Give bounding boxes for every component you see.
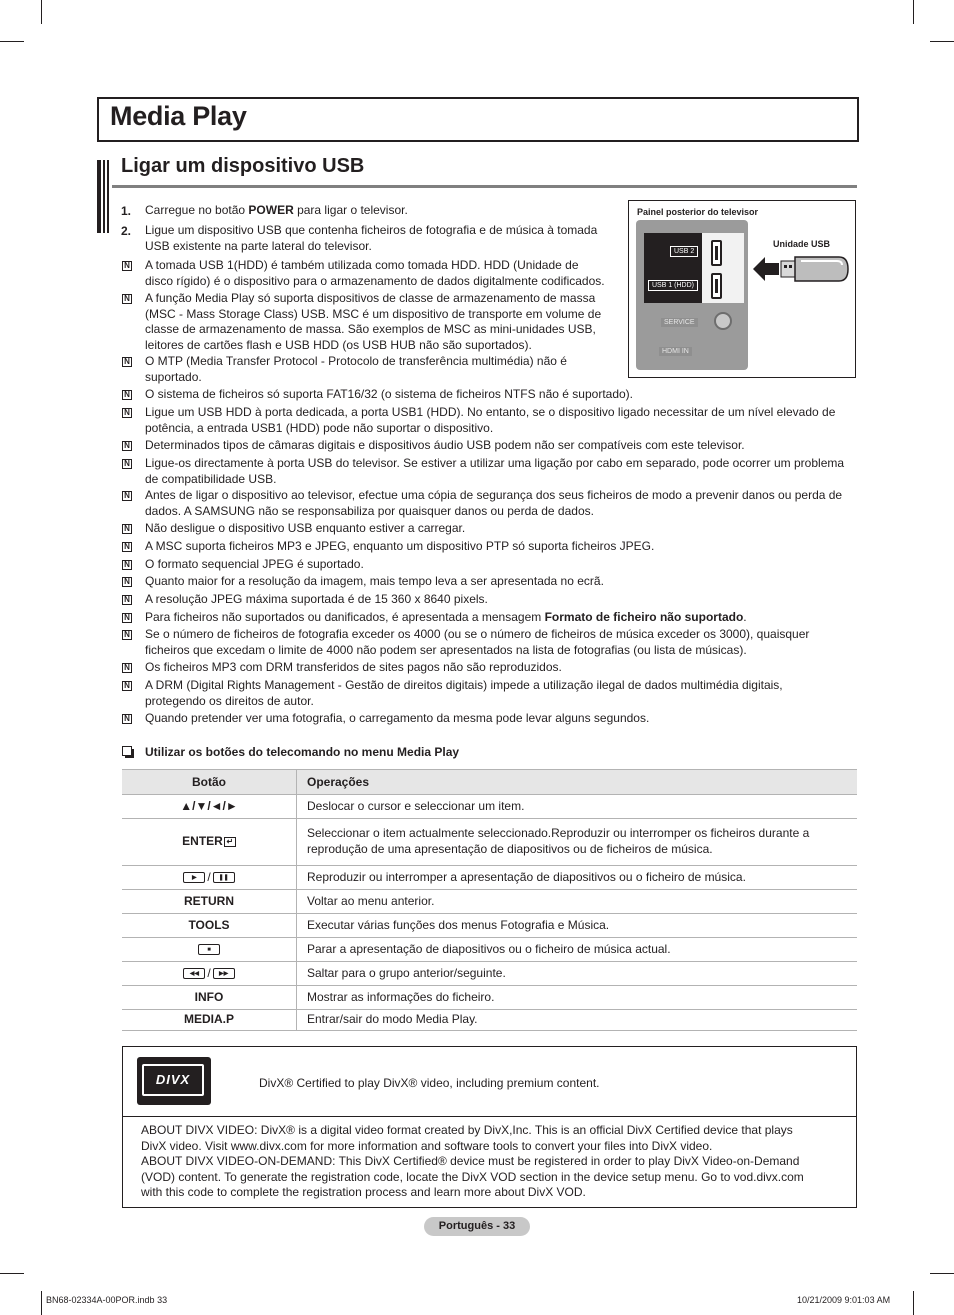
page-number-badge: Português - 33 (424, 1217, 530, 1236)
note-icon: N (122, 714, 132, 724)
operation-cell: Reproduzir ou interromper a apresentação de diapositivos ou o ficheiro de música. (297, 866, 858, 890)
panel-caption: Painel posterior do televisor (637, 207, 759, 217)
hdmi-label: HDMI IN (659, 347, 692, 356)
operation-cell: Voltar ao menu anterior. (297, 890, 858, 914)
note-icon: N (122, 542, 132, 552)
note-icon: N (122, 663, 132, 673)
operation-cell: Entrar/sair do modo Media Play. (297, 1010, 858, 1031)
note-text: A DRM (Digital Rights Management - Gestão de direitos digitais) impede a utilização ilegal de dados multimédia digitais, protegendo os direitos de autor. (145, 678, 783, 708)
crop-mark (913, 1291, 914, 1315)
divider (123, 1116, 856, 1117)
operation-cell: Deslocar o cursor e seleccionar um item. (297, 795, 858, 819)
note-icon: N (122, 524, 132, 534)
usb-drive-icon (751, 251, 851, 289)
button-cell: ◀◀ / ▶▶ (122, 962, 297, 986)
button-cell: ▶ / ❚❚ (122, 866, 297, 890)
tv-back-panel (636, 220, 748, 370)
note-text: Quanto maior for a resolução da imagem, mais tempo leva a ser apresentada no ecrã. (145, 574, 604, 588)
note-text: Quando pretender ver uma fotografia, o carregamento da mesma pode levar alguns segundos. (145, 711, 650, 725)
operation-cell: Seleccionar o item actualmente seleccionado.Reproduzir ou interromper os ficheiros durante a reprodução de uma apresentação de diapositivos ou de ficheiros de música. (297, 819, 858, 866)
note-text: O sistema de ficheiros só suporta FAT16/32 (o sistema de ficheiros NTFS não é suportado). (145, 387, 633, 401)
page-title-box (97, 97, 859, 142)
step-number: 2. (121, 224, 132, 238)
operation-cell: Mostrar as informações do ficheiro. (297, 986, 858, 1010)
checkbox-icon (122, 746, 132, 756)
note-icon: N (122, 613, 132, 623)
divx-logo: DIVX (137, 1057, 211, 1105)
divx-certified-text: DivX® Certified to play DivX® video, including premium content. (259, 1076, 600, 1090)
note-text: A MSC suporta ficheiros MP3 e JPEG, enquanto um dispositivo PTP só suporta ficheiros JPEG. (145, 539, 655, 553)
note-icon: N (122, 491, 132, 501)
enter-icon: ↵ (224, 837, 236, 847)
usb1-label: USB 1 (HDD) (648, 280, 698, 291)
operation-cell: Parar a apresentação de diapositivos ou o ficheiro de música actual. (297, 938, 858, 962)
button-cell: INFO (122, 986, 297, 1010)
table-row (122, 1010, 857, 1031)
note-text: Antes de ligar o dispositivo ao televisor, efectue uma cópia de segurança dos seus ficheiros de modo a prevenir danos ou perda de dados. A SAMSUNG não se responsabiliza por quaisquer danos ou perda de dados. (145, 488, 843, 518)
column-header-button: Botão (122, 770, 297, 795)
note-icon: N (122, 595, 132, 605)
operation-cell: Executar várias funções dos menus Fotografia e Música. (297, 914, 858, 938)
table-row (122, 986, 857, 1010)
usb1-port (711, 273, 722, 299)
note-text: Os ficheiros MP3 com DRM transferidos de sites pagos não são reproduzidos. (145, 660, 562, 674)
play-button-icon: ▶ (183, 872, 205, 883)
note-icon: N (122, 441, 132, 451)
crop-mark (0, 1273, 24, 1274)
crop-mark (930, 1273, 954, 1274)
divx-about-text: ABOUT DIVX VIDEO: DivX® is a digital video format created by DivX,Inc. This is an official DivX Certified device that plays DivX video. Visit www.divx.com for more information and software tools to convert your files into DivX video. ABOUT DIVX VIDEO-ON-DEMAND: This DivX Certified® device must be registered in order to play DivX Video-on-Demand (VOD) content. To generate the registration code, locate the DivX VOD section in the device setup menu. Go to vod.divx.com with this code to complete the registration process and learn more about DivX VOD. (141, 1123, 804, 1200)
stop-button-icon: ■ (198, 944, 220, 955)
operation-cell: Saltar para o grupo anterior/seguinte. (297, 962, 858, 986)
crop-mark (913, 0, 914, 24)
section-title: Ligar um dispositivo USB (121, 155, 365, 177)
note-icon: N (122, 681, 132, 691)
tv-back-panel-figure (628, 200, 856, 378)
footer-file-info: BN68-02334A-00POR.indb 33 (46, 1295, 168, 1305)
note-icon: N (122, 390, 132, 400)
fast-forward-button-icon: ▶▶ (213, 968, 235, 979)
pause-button-icon: ❚❚ (213, 872, 235, 883)
table-row (122, 962, 857, 986)
note-icon: N (122, 357, 132, 367)
note-text: A tomada USB 1(HDD) é também utilizada como tomada HDD. HDD (Unidade de disco rígido) é o dispositivo para o armazenamento de dados digitalmente codificados. (145, 258, 605, 288)
page-title: Media Play (110, 101, 247, 131)
table-header-row (122, 770, 857, 795)
crop-mark (930, 41, 954, 42)
column-header-operations: Operações (297, 770, 858, 795)
note-text: A função Media Play só suporta dispositivos de classe de armazenamento de massa (MSC - Mass Storage Class) USB. MSC é um dispositivo de transporte em volume de classe de armazenamento de massa. São exemplos de MSC as mini-unidades USB, leitores de cartões flash e USB HDD (os USB HUB não são suportados). (145, 291, 602, 352)
note-icon: N (122, 261, 132, 271)
crop-mark (0, 41, 24, 42)
table-row (122, 866, 857, 890)
note-text: Se o número de ficheiros de fotografia exceder os 4000 (ou se o número de ficheiros de música exceder os 3000), quaisquer ficheiros que excedam o limite de 4000 não podem ser apresentados na lista de fotografias (ou lista de músicas). (145, 627, 810, 657)
step-text: Ligue um dispositivo USB que contenha ficheiros de fotografia e de música à tomada USB existente na parte lateral do televisor. (145, 223, 598, 253)
note-icon: N (122, 408, 132, 418)
usb-drive-label: Unidade USB (773, 239, 831, 249)
note-text: O formato sequencial JPEG é suportado. (145, 557, 364, 571)
remote-buttons-table (122, 769, 857, 1031)
note-text: O MTP (Media Transfer Protocol - Protocolo de transferência multimédia) não é suportado. (145, 354, 567, 384)
note-icon: N (122, 294, 132, 304)
button-cell: RETURN (122, 890, 297, 914)
note-text: Não desligue o dispositivo USB enquanto estiver a carregar. (145, 521, 466, 535)
note-icon: N (122, 459, 132, 469)
button-cell: ▲/▼/◄/► (122, 795, 297, 819)
table-row (122, 914, 857, 938)
section-marker (97, 160, 109, 233)
footer-date-info: 10/21/2009 9:01:03 AM (797, 1295, 891, 1305)
note-icon: N (122, 577, 132, 587)
section-rule (112, 185, 857, 188)
table-row (122, 795, 857, 819)
button-cell: MEDIA.P (122, 1010, 297, 1031)
crop-mark (41, 0, 42, 24)
service-label: SERVICE (661, 318, 698, 327)
table-row (122, 819, 857, 866)
usb-port-block (644, 233, 744, 303)
step-text: Carregue no botão POWER para ligar o televisor. (145, 203, 408, 217)
usb2-port (711, 240, 722, 266)
note-text: Determinados tipos de câmaras digitais e dispositivos áudio USB podem não ser compatíveis com este televisor. (145, 438, 745, 452)
note-text: Ligue um USB HDD à porta dedicada, a porta USB1 (HDD). No entanto, se o dispositivo ligado necessitar de um nível elevado de potência, a entrada USB1 (HDD) pode não suportar o dispositivo. (145, 405, 836, 435)
service-jack (714, 312, 732, 330)
note-text: A resolução JPEG máxima suportada é de 15 360 x 8640 pixels. (145, 592, 488, 606)
note-text: Ligue-os directamente à porta USB do televisor. Se estiver a utilizar uma ligação por cabo em separado, pode ocorrer um problema de compatibilidade USB. (145, 456, 845, 486)
divx-info-box (122, 1046, 857, 1208)
button-cell (122, 938, 297, 962)
crop-mark (41, 1291, 42, 1315)
rewind-button-icon: ◀◀ (183, 968, 205, 979)
note-icon: N (122, 630, 132, 640)
table-row (122, 890, 857, 914)
button-cell: ENTER ↵ (122, 819, 297, 866)
note-icon: N (122, 560, 132, 570)
table-row (122, 938, 857, 962)
step-number: 1. (121, 204, 132, 218)
button-cell: TOOLS (122, 914, 297, 938)
usb2-label: USB 2 (670, 246, 698, 257)
note-text: Para ficheiros não suportados ou danificados, é apresentada a mensagem Formato de ficheiro não suportado. (145, 610, 747, 624)
